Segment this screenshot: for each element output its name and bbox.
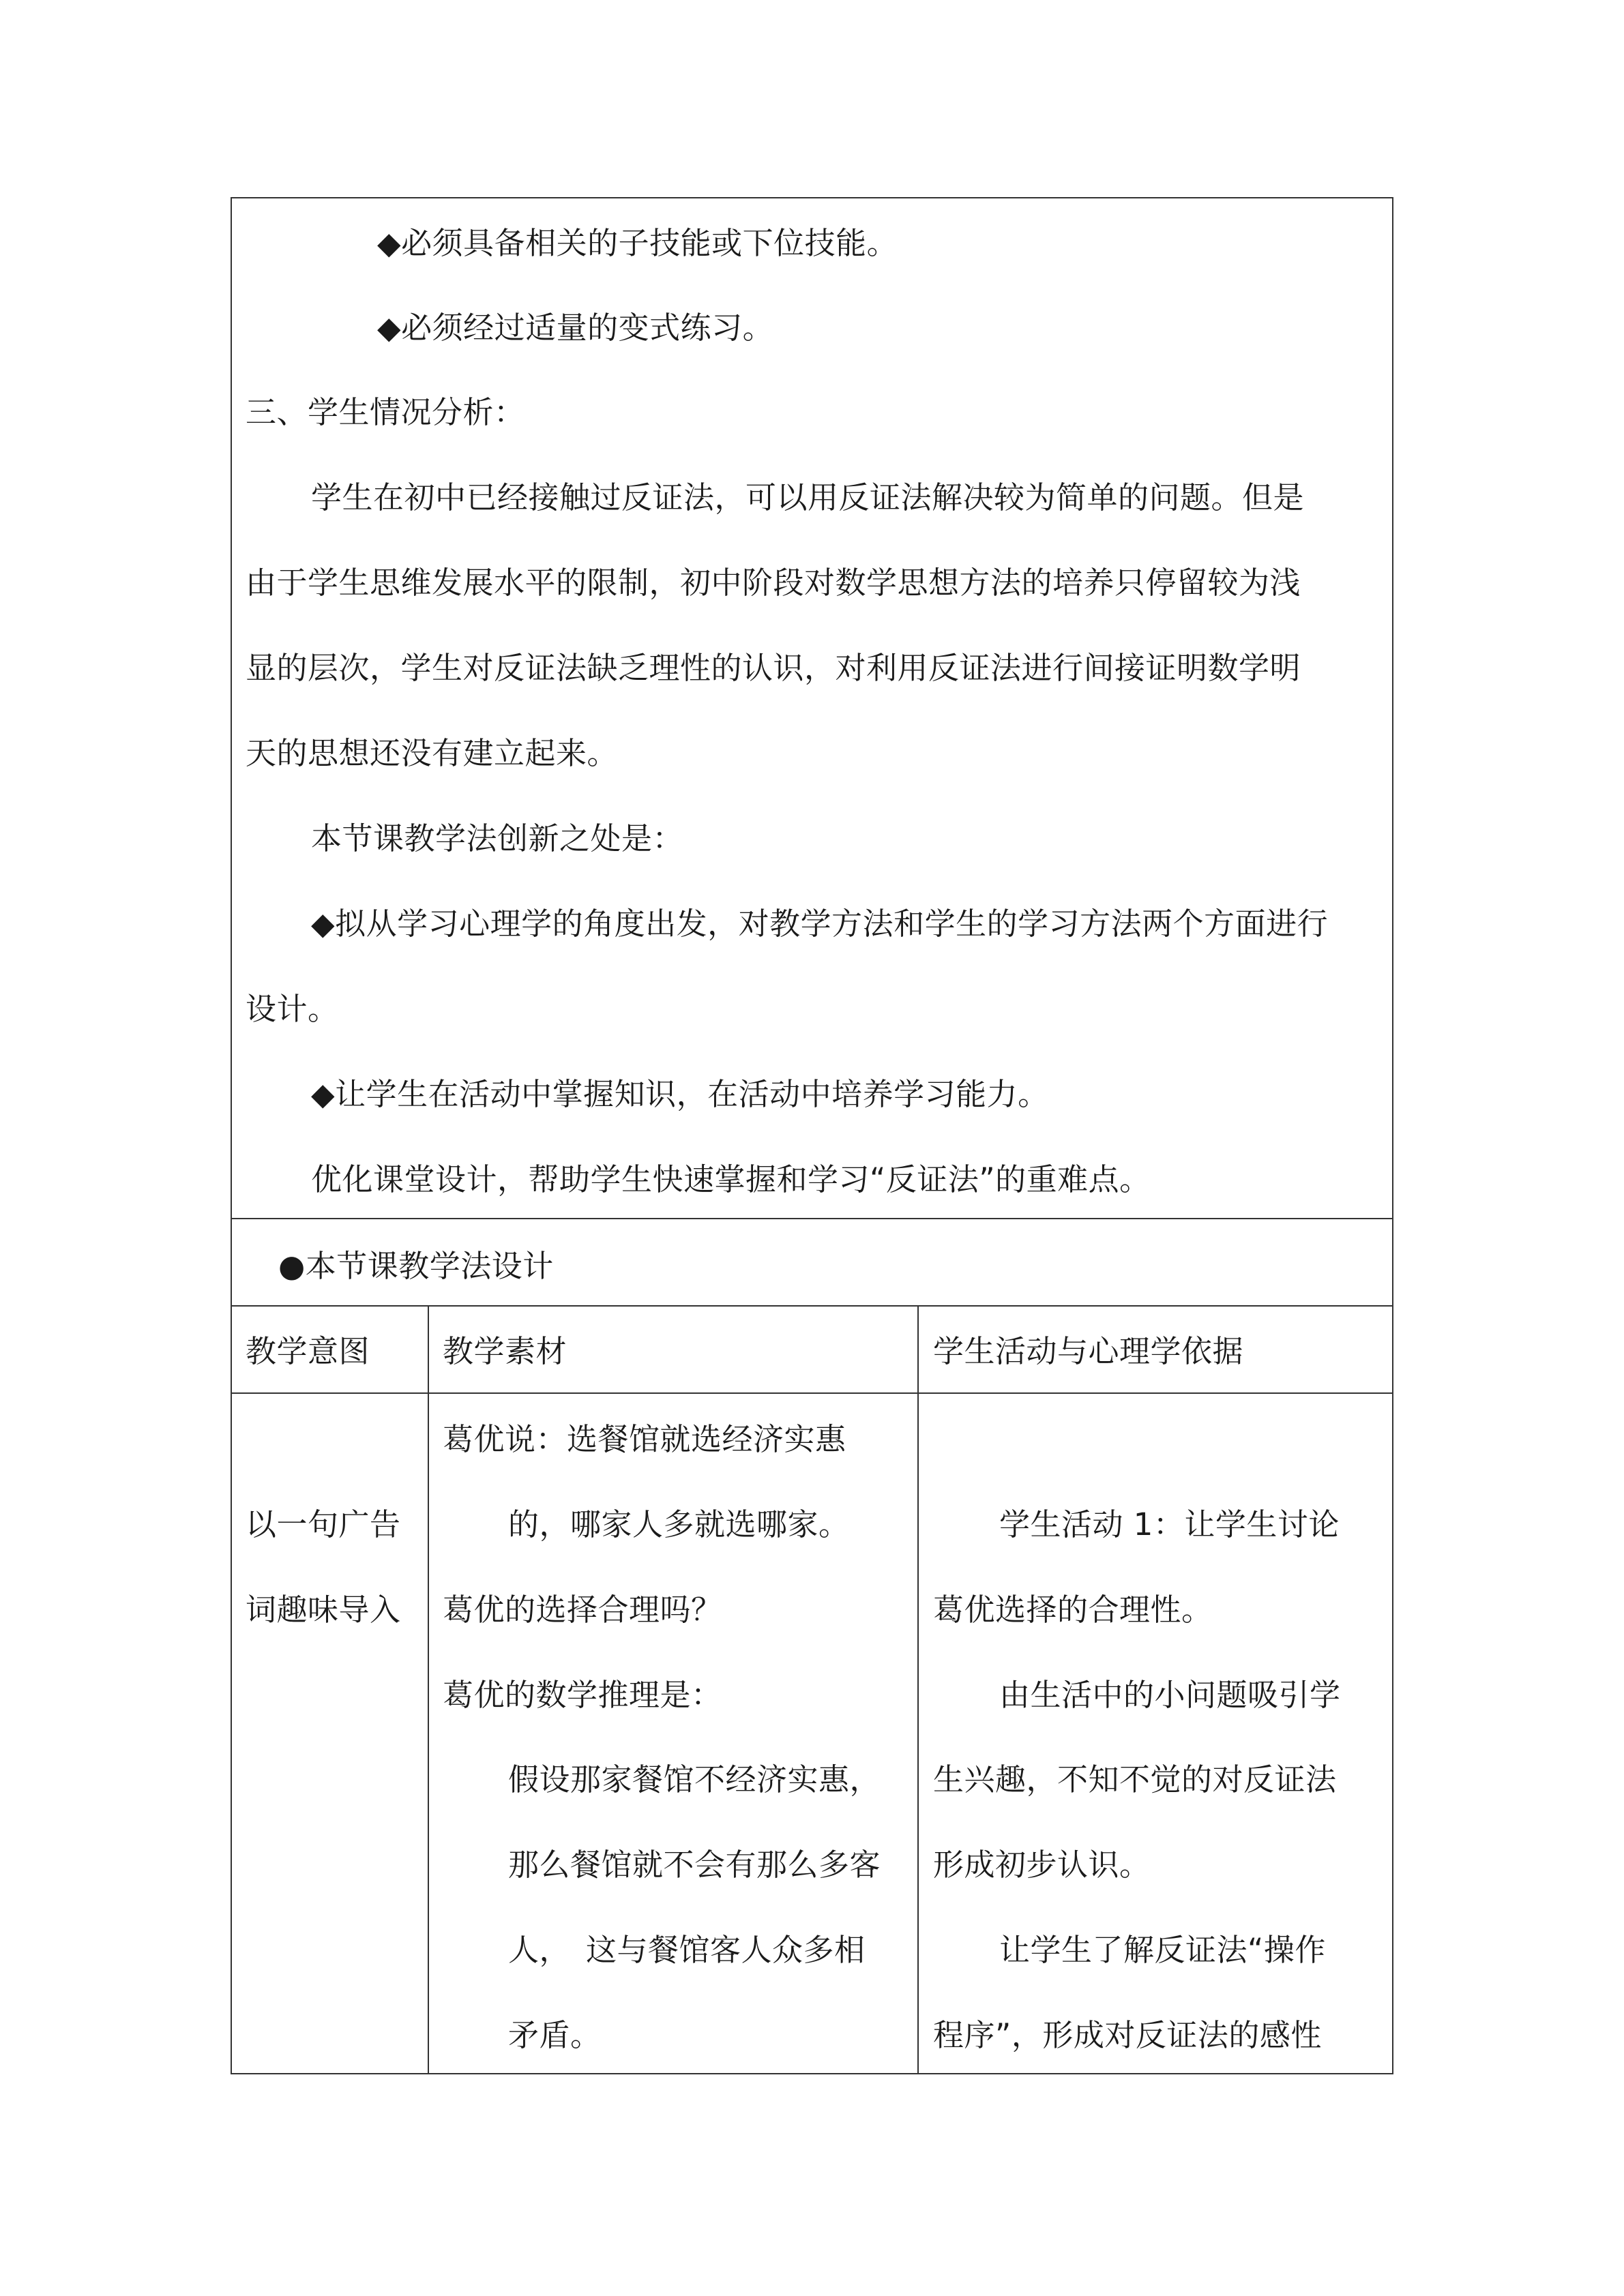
- innovation-heading: 本节课教学法创新之处是：: [311, 820, 684, 856]
- student-analysis-text-line-2: 由于学生思维发展水平的限制，初中阶段对数学思想方法的培养只停留较为浅: [246, 565, 1301, 601]
- activity-line-6: 让学生了解反证法“操作: [999, 1932, 1326, 1968]
- requirement-practice: ◆必须经过适量的变式练习。: [377, 310, 774, 346]
- row-divider-headers: [231, 1392, 1393, 1394]
- innovation-point-2: ◆让学生在活动中掌握知识，在活动中培养学习能力。: [311, 1076, 1049, 1112]
- activity-line-2: 葛优选择的合理性。: [933, 1592, 1213, 1628]
- material-line-3: 葛优的选择合理吗？: [443, 1592, 722, 1628]
- student-analysis-text-line-1: 学生在初中已经接触过反证法，可以用反证法解决较为简单的问题。但是: [311, 479, 1305, 516]
- row-divider-design-title: [231, 1305, 1393, 1307]
- innovation-point-1-line-2: 设计。: [246, 991, 339, 1027]
- activity-line-5: 形成初步认识。: [933, 1847, 1151, 1883]
- student-analysis-text-line-3: 显的层次，学生对反证法缺乏理性的认识，对利用反证法进行间接证明数学明: [246, 650, 1301, 686]
- design-section-title: ●本节课教学法设计: [278, 1248, 554, 1284]
- intent-text-line-2: 词趣味导入: [246, 1592, 401, 1628]
- material-line-7: 人， 这与餐馆客人众多相: [508, 1932, 866, 1968]
- activity-line-3: 由生活中的小问题吸引学: [999, 1677, 1341, 1713]
- innovation-point-1-line-1: ◆拟从学习心理学的角度出发，对教学方法和学生的学习方法两个方面进行: [311, 906, 1329, 942]
- column-divider-2: [917, 1305, 919, 2074]
- material-line-1: 葛优说：选餐馆就选经济实惠: [443, 1421, 846, 1457]
- material-line-6: 那么餐馆就不会有那么多客: [508, 1847, 881, 1883]
- material-line-2: 的，哪家人多就选哪家。: [508, 1506, 850, 1542]
- activity-line-7: 程序”，形成对反证法的感性: [933, 2017, 1322, 2053]
- material-line-8: 矛盾。: [508, 2017, 602, 2053]
- innovation-summary: 优化课堂设计，帮助学生快速掌握和学习“反证法”的重难点。: [311, 1161, 1151, 1197]
- intent-text-line-1: 以一句广告: [246, 1506, 401, 1542]
- material-line-5: 假设那家餐馆不经济实惠，: [508, 1761, 881, 1798]
- student-analysis-text-line-4: 天的思想还没有建立起来。: [246, 735, 619, 771]
- activity-line-4: 生兴趣，不知不觉的对反证法: [933, 1761, 1337, 1798]
- column-divider-1: [428, 1305, 429, 2074]
- header-teaching-intent: 教学意图: [246, 1333, 370, 1369]
- student-analysis-heading: 三、学生情况分析：: [246, 394, 525, 430]
- material-line-4: 葛优的数学推理是：: [443, 1677, 722, 1713]
- requirement-subskills: ◆必须具备相关的子技能或下位技能。: [377, 225, 898, 261]
- row-divider-top-section: [231, 1218, 1393, 1219]
- activity-line-1: 学生活动 1：让学生讨论: [999, 1506, 1340, 1542]
- header-student-activity: 学生活动与心理学依据: [933, 1333, 1244, 1369]
- header-teaching-material: 教学素材: [443, 1333, 567, 1369]
